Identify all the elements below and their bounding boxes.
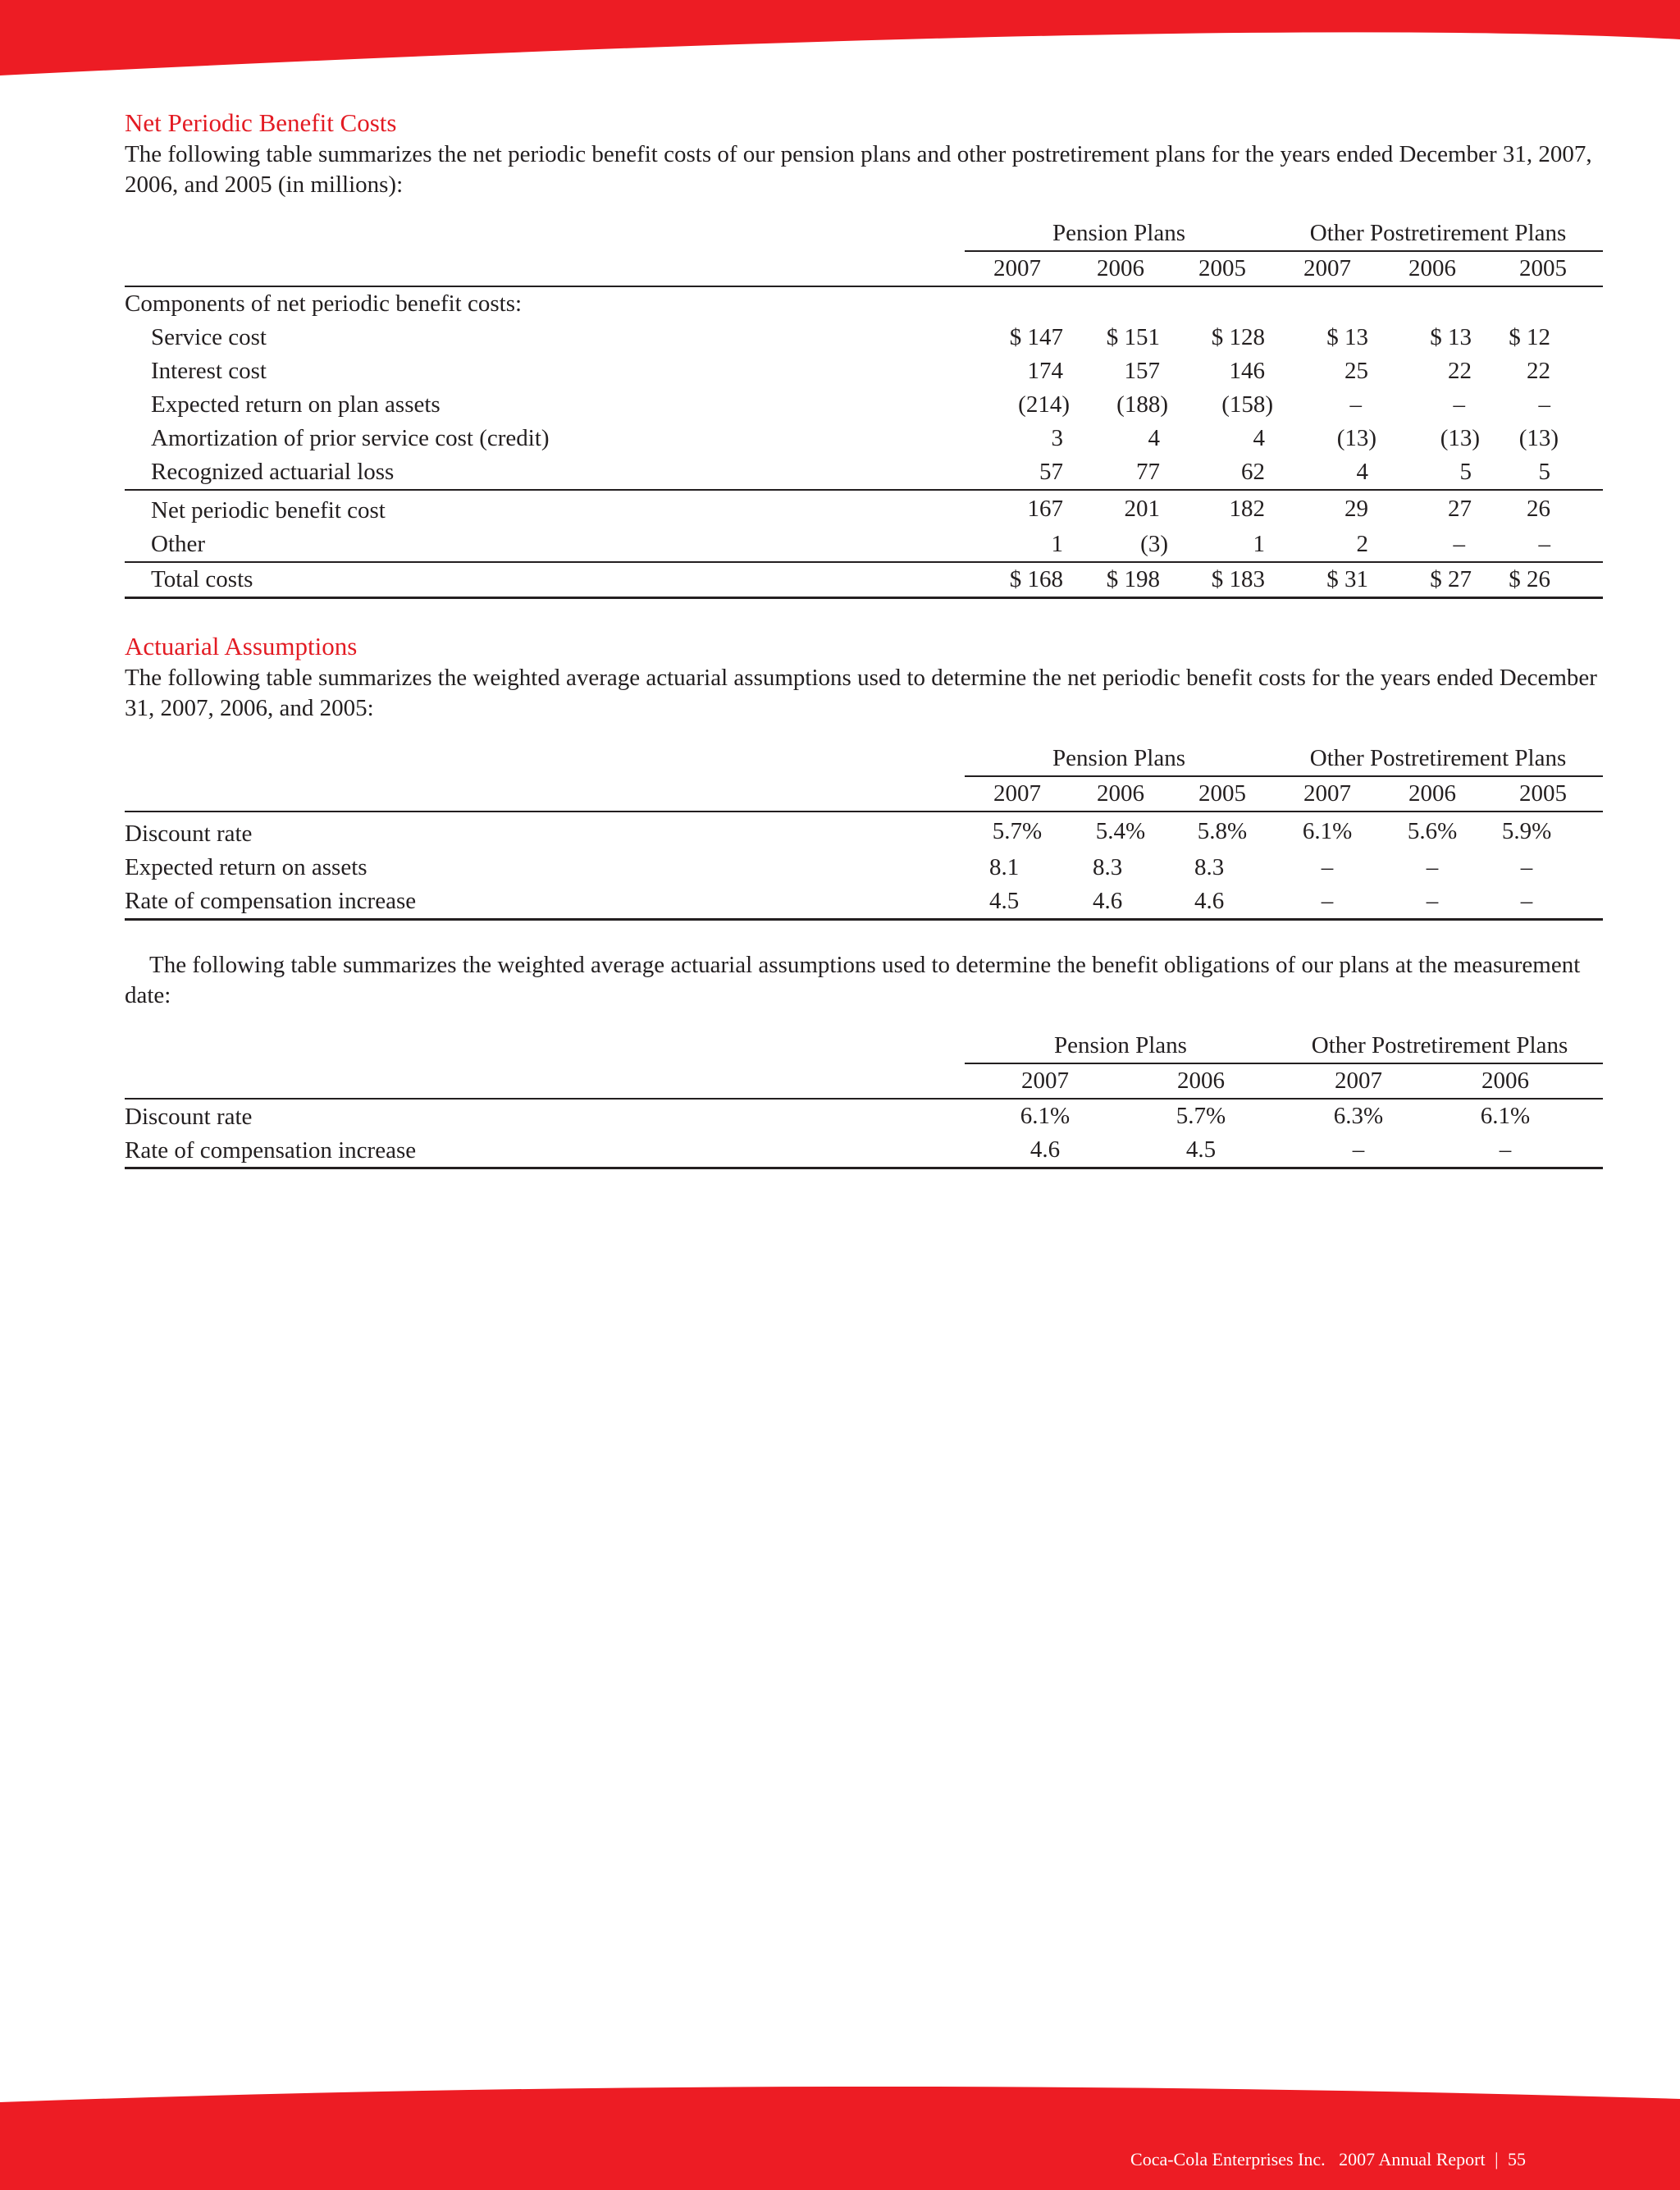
cell-value: $ 183	[1171, 562, 1273, 598]
cell-value: 4.6	[965, 1133, 1125, 1168]
cell-value: 5	[1459, 459, 1472, 485]
table-row	[125, 455, 1603, 490]
cell-value: –	[1426, 854, 1439, 880]
cell-value: 6.1%	[1480, 1103, 1531, 1129]
cell-value: –	[1273, 885, 1381, 920]
row-label: Interest cost	[151, 358, 267, 384]
row-label: Total costs	[125, 562, 965, 598]
cell-value: 201	[1070, 490, 1171, 528]
cell-value: –	[1321, 854, 1334, 880]
benefit-obligation-assumptions-table	[125, 1029, 1603, 1169]
table-row	[125, 286, 1603, 321]
cell-value: 4	[1356, 459, 1369, 485]
table-row	[125, 490, 1603, 528]
page-content	[125, 107, 1603, 1169]
table-year-header	[125, 776, 1603, 812]
top-red-band	[0, 0, 1680, 78]
cell-value: 8.1	[989, 854, 1020, 880]
page-footer	[919, 2148, 1526, 2171]
cell-value: 1	[1051, 531, 1063, 557]
cell-value: $ 151	[1106, 324, 1160, 350]
year-header: 2005	[1198, 255, 1247, 281]
bottom-red-band	[0, 2084, 1680, 2190]
group-header-other: Other Postretirement Plans	[1273, 742, 1603, 776]
cell-value: –	[1483, 885, 1603, 920]
year-header: 2006	[1097, 780, 1144, 807]
cell-value: $ 27	[1381, 562, 1483, 598]
section-title-net-periodic-benefit-costs: Net Periodic Benefit Costs	[125, 108, 397, 137]
row-label: Other	[151, 531, 206, 557]
cell-value: $ 13	[1326, 324, 1369, 350]
table-year-header	[125, 251, 1603, 286]
components-label: Components of net periodic benefit costs:	[125, 290, 523, 317]
footer-page-number: 55	[1508, 2149, 1526, 2169]
row-label: Expected return on assets	[125, 854, 368, 880]
cell-value: 5.7%	[1176, 1103, 1226, 1129]
table-year-header	[125, 1063, 1603, 1099]
cell-value: –	[1440, 1133, 1603, 1168]
cell-value: 5.8%	[1197, 818, 1248, 844]
group-header-other: Other Postretirement Plans	[1276, 1029, 1603, 1063]
year-header: 2007	[1303, 780, 1352, 807]
year-header: 2006	[1408, 255, 1457, 281]
year-header: 2006	[1177, 1068, 1225, 1094]
cell-value: 26	[1483, 490, 1603, 528]
table-row	[125, 851, 1603, 885]
cell-value: 157	[1124, 358, 1160, 384]
cell-value: $ 147	[1009, 324, 1063, 350]
year-header: 2007	[1335, 1068, 1382, 1094]
table-row	[125, 321, 1603, 354]
cell-value: –	[1520, 854, 1533, 880]
cell-value: 6.3%	[1333, 1103, 1384, 1129]
table-row	[125, 1133, 1603, 1168]
cell-value: 5.9%	[1501, 818, 1552, 844]
row-label: Amortization of prior service cost (credit)	[151, 425, 550, 451]
footer-company: Coca-Cola Enterprises Inc.	[1130, 2149, 1326, 2169]
cell-value: 77	[1136, 459, 1160, 485]
cell-value: 29	[1273, 490, 1381, 528]
group-header-pension: Pension Plans	[965, 742, 1273, 776]
cell-value: –	[1538, 391, 1551, 418]
cell-value: 5	[1538, 459, 1551, 485]
cell-value: 8.3	[1194, 854, 1225, 880]
row-label: Service cost	[151, 324, 267, 350]
cell-value: 6.1%	[1302, 818, 1353, 844]
table-row	[125, 885, 1603, 920]
cell-value: –	[1453, 531, 1466, 557]
cell-value: 57	[1039, 459, 1063, 485]
row-label: Net periodic benefit cost	[125, 490, 965, 528]
cell-value: $ 13	[1430, 324, 1472, 350]
cell-value: 27	[1381, 490, 1483, 528]
cell-value: 182	[1171, 490, 1273, 528]
cell-value: 4.6	[1070, 885, 1171, 920]
cell-value: (13)	[1336, 425, 1377, 451]
table-row-total	[125, 562, 1603, 598]
section2-intro: The following table summarizes the weighted average actuarial assumptions used to determine the net periodic benefit costs for the years ended December 31, 2007, 2006, and 2005:	[125, 665, 1597, 721]
cell-value: $ 128	[1211, 324, 1266, 350]
table-row	[125, 528, 1603, 562]
year-header: 2005	[1519, 780, 1568, 807]
table-group-header	[125, 742, 1603, 776]
footer-divider: |	[1495, 2149, 1499, 2169]
section1-intro: The following table summarizes the net periodic benefit costs of our pension plans and other postretirement plans for the years ended December 31, 2007, 2006, and 2005 (in millions):	[125, 141, 1592, 198]
year-header: 2005	[1198, 780, 1247, 807]
year-header: 2007	[993, 780, 1041, 807]
actuarial-assumptions-cost-table	[125, 742, 1603, 921]
cell-value: –	[1538, 531, 1551, 557]
cell-value: 25	[1344, 358, 1369, 384]
cell-value: 22	[1527, 358, 1551, 384]
group-header-other: Other Postretirement Plans	[1273, 217, 1603, 251]
year-header: 2006	[1097, 255, 1144, 281]
cell-value: 167	[965, 490, 1070, 528]
row-label: Recognized actuarial loss	[151, 459, 395, 485]
cell-value: (13)	[1440, 425, 1481, 451]
table-row	[125, 812, 1603, 851]
cell-value: (13)	[1518, 425, 1559, 451]
cell-value: –	[1453, 391, 1466, 418]
cell-value: 146	[1229, 358, 1266, 384]
group-header-pension: Pension Plans	[965, 217, 1273, 251]
cell-value: 2	[1356, 531, 1369, 557]
cell-value: $ 168	[965, 562, 1070, 598]
cell-value: $ 198	[1070, 562, 1171, 598]
cell-value: (188)	[1116, 391, 1168, 418]
cell-value: (158)	[1221, 391, 1274, 418]
cell-value: 4	[1148, 425, 1160, 451]
cell-value: 5.6%	[1407, 818, 1458, 844]
row-label: Expected return on plan assets	[151, 391, 441, 418]
year-header: 2005	[1519, 255, 1568, 281]
table-row	[125, 1099, 1603, 1133]
table-group-header	[125, 1029, 1603, 1063]
section-title-actuarial-assumptions: Actuarial Assumptions	[125, 632, 358, 661]
cell-value: –	[1276, 1133, 1440, 1168]
cell-value: 4.5	[1125, 1133, 1276, 1168]
row-label: Discount rate	[125, 1103, 253, 1130]
row-label: Rate of compensation increase	[125, 885, 965, 920]
cell-value: –	[1349, 391, 1363, 418]
cell-value: $ 31	[1273, 562, 1381, 598]
cell-value: 4.6	[1171, 885, 1273, 920]
net-periodic-benefit-costs-table	[125, 217, 1603, 599]
cell-value: 5.7%	[992, 818, 1043, 844]
year-header: 2006	[1408, 780, 1457, 807]
cell-value: $ 26	[1483, 562, 1603, 598]
cell-value: (214)	[1018, 391, 1070, 418]
cell-value: 6.1%	[1020, 1103, 1071, 1129]
table-group-header	[125, 217, 1603, 251]
table-row	[125, 422, 1603, 455]
cell-value: 3	[1051, 425, 1063, 451]
year-header: 2006	[1481, 1068, 1529, 1094]
row-label: Rate of compensation increase	[125, 1133, 965, 1168]
cell-value: 4.5	[965, 885, 1070, 920]
cell-value: 22	[1448, 358, 1472, 384]
cell-value: –	[1381, 885, 1483, 920]
section3-intro: The following table summarizes the weighted average actuarial assumptions used to determine the benefit obligations of our plans at the measurement date:	[125, 952, 1581, 1008]
cell-value: 1	[1253, 531, 1266, 557]
cell-value: (3)	[1140, 531, 1168, 557]
cell-value: 174	[1027, 358, 1063, 384]
table-row	[125, 354, 1603, 388]
year-header: 2007	[993, 255, 1041, 281]
row-label: Discount rate	[125, 821, 253, 847]
group-header-pension: Pension Plans	[965, 1029, 1276, 1063]
year-header: 2007	[1021, 1068, 1069, 1094]
cell-value: 8.3	[1093, 854, 1123, 880]
year-header: 2007	[1303, 255, 1352, 281]
footer-report: 2007 Annual Report	[1339, 2149, 1486, 2169]
table-row	[125, 388, 1603, 422]
cell-value: 62	[1241, 459, 1266, 485]
cell-value: 5.4%	[1095, 818, 1146, 844]
cell-value: 4	[1253, 425, 1266, 451]
cell-value: $ 12	[1509, 324, 1551, 350]
